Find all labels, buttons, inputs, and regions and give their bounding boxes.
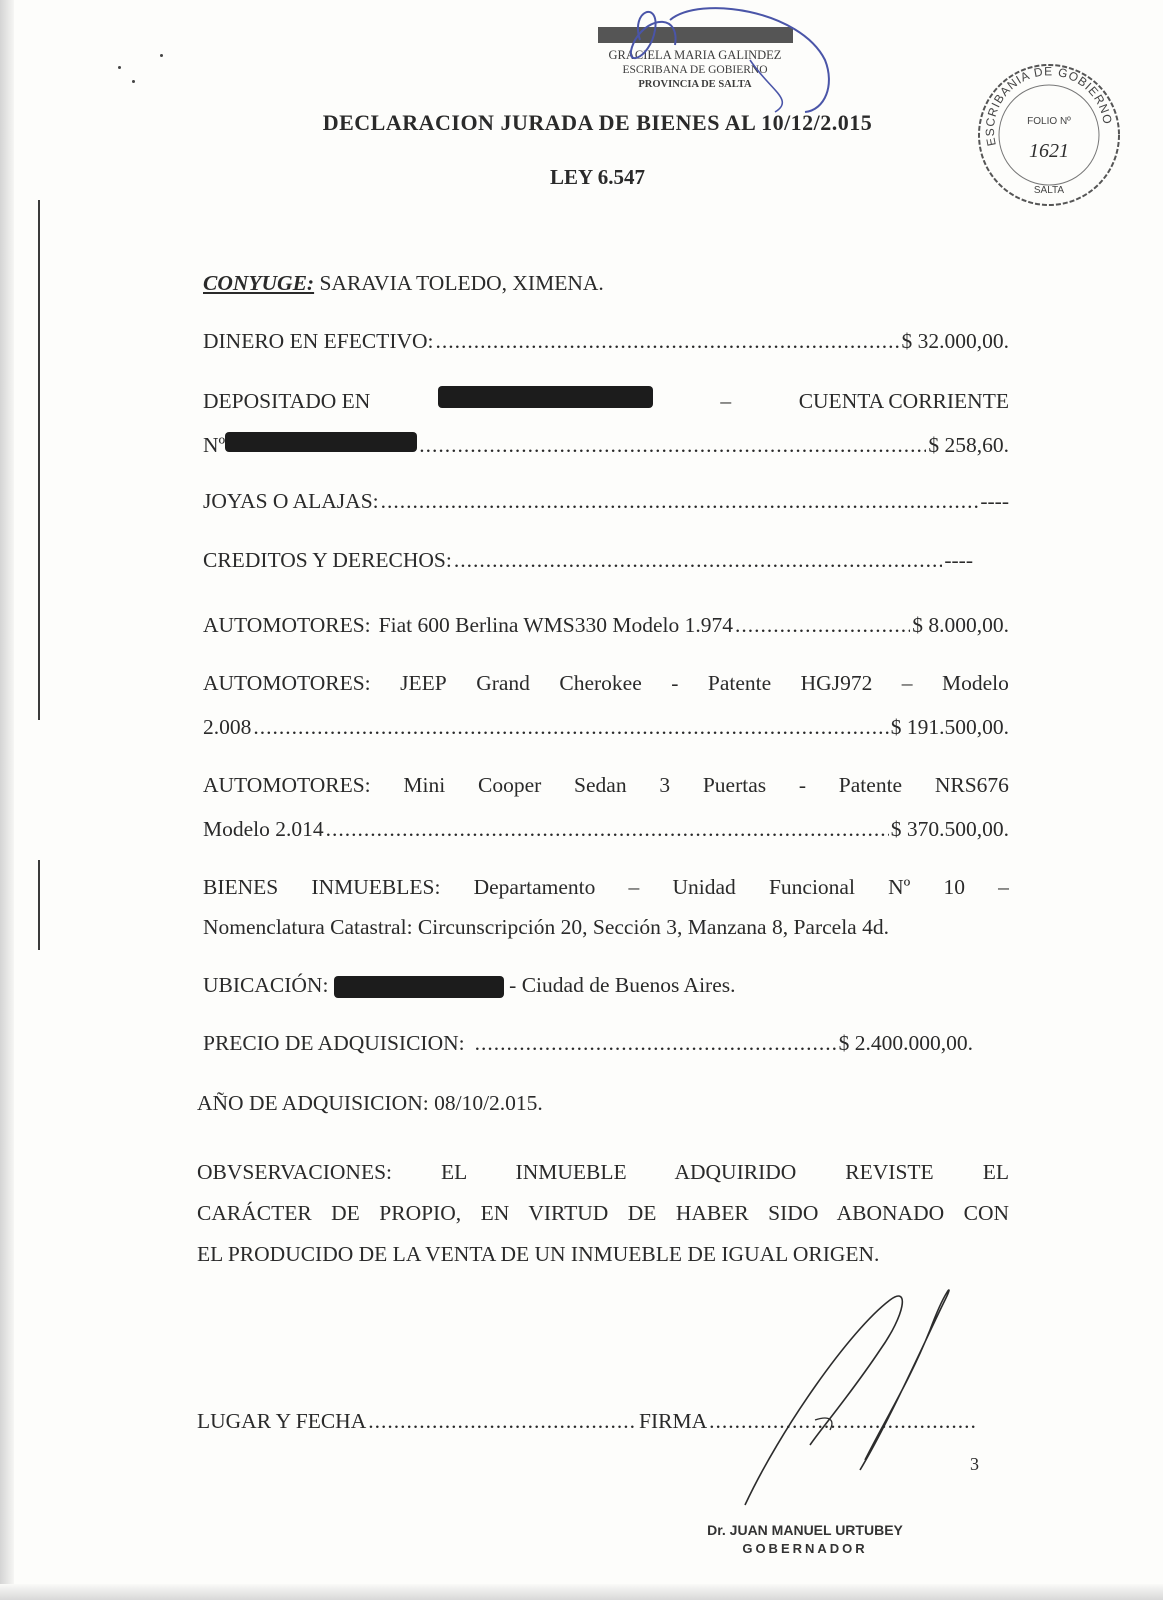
governor-name: Dr. JUAN MANUEL URTUBEY [707,1522,903,1538]
year-label: AÑO DE ADQUISICION: [197,1091,429,1115]
location-label: UBICACIÓN: [203,973,329,997]
observations-label: OBVSERVACIONES: [197,1160,393,1184]
vehicle-jeep-line-2 [203,712,1009,742]
vehicle-model: Modelo 2.014 [203,817,324,841]
vehicle-jeep-line-1 [203,668,1009,698]
vehicle-word: 3 [659,773,671,797]
deposit-label: DEPOSITADO EN [203,389,371,413]
jewels-label: JOYAS O ALAJAS: [203,489,379,513]
vehicle-word: JEEP [400,671,447,695]
property-word: Unidad [672,875,736,899]
vehicle-value: $ 370.500,00. [890,817,1009,841]
property-word: Departamento [473,875,596,899]
law-number: LEY 6.547 [550,165,645,189]
price-value: $ 2.400.000,00. [838,1031,973,1055]
vehicle-model: 2.008 [203,715,252,739]
seal-ring-text: ESCRIBANIA DE GOBIERNO [982,64,1115,148]
price-line [203,1028,973,1058]
notary-name: GRACIELA MARIA GALINDEZ [608,48,782,62]
dot-leader [326,814,889,844]
property-word: Funcional [768,875,855,899]
observations-line-1 [197,1152,1009,1193]
vehicle-word: Mini [403,773,446,797]
observations-block [197,1152,1009,1275]
vehicle-word: Sedan [574,773,627,797]
price-label: PRECIO DE ADQUISICION: [203,1031,465,1055]
property-word: – [628,875,640,899]
dot-leader [419,430,926,460]
vehicle-word: – [901,671,913,695]
property-word: 10 [943,875,965,899]
dot-leader [436,326,900,356]
notary-province: PROVINCIA DE SALTA [638,79,752,90]
vehicle-label: AUTOMOTORES: [203,773,371,797]
cash-value: $ 32.000,00. [901,329,1009,353]
dot-leader [735,610,910,640]
observations-line-3: EL PRODUCIDO DE LA VENTA DE UN INMUEBLE DE IGUAL ORIGEN. [197,1242,880,1266]
vehicle-word: Patente [838,773,903,797]
notary-signature-mark [600,0,850,120]
deposit-value: $ 258,60. [928,433,1009,457]
governor-signature-mark [740,1270,980,1510]
observations-line-2: CARÁCTER DE PROPIO, EN VIRTUD DE HABER SIDO ABONADO CON [197,1201,1009,1225]
spouse-name: SARAVIA TOLEDO, XIMENA. [319,271,604,295]
account-type: CUENTA CORRIENTE [798,389,1009,413]
spouse-label: CONYUGE: [203,271,315,295]
year-value: 08/10/2.015. [434,1091,543,1115]
vehicle-word: - [798,773,807,797]
vehicle-value: $ 8.000,00. [912,613,1009,637]
vehicle-label: AUTOMOTORES: [203,671,371,695]
document-title: DECLARACION JURADA DE BIENES AL 10/12/2.015 [322,110,873,135]
property-line-2: Nomenclatura Catastral: Circunscripción 20, Sección 3, Manzana 8, Parcela 4d. [203,915,889,939]
vehicle-word: HGJ972 [800,671,873,695]
vehicle-mini-line-2 [203,814,1009,844]
location-value: - Ciudad de Buenos Aires. [509,973,736,997]
credits-line [203,545,973,575]
property-word: Nº [888,875,911,899]
account-number-label: Nº [203,433,226,457]
notary-role: ESCRIBANA DE GOBIERNO [622,64,768,76]
vehicle-fiat-line [203,610,1009,640]
vehicle-word: Patente [707,671,772,695]
jewels-value: ---- [980,489,1009,513]
year-line [197,1088,1003,1118]
property-label: BIENES [203,875,279,899]
vehicle-word: Cooper [477,773,542,797]
seal-city: SALTA [1033,185,1065,196]
vehicle-word: NRS676 [934,773,1009,797]
cash-line [203,326,1009,356]
place-date-signature-line [197,1406,980,1436]
observations-text-1: EL INMUEBLE ADQUIRIDO REVISTE EL [441,1160,1009,1184]
governor-title: GOBERNADOR [742,1541,868,1556]
deposit-dash: – [720,389,732,413]
vehicle-value: $ 191.500,00. [890,715,1009,739]
credits-value: ---- [944,548,973,572]
scan-speck [118,66,121,69]
vehicle-description: Fiat 600 Berlina WMS330 Modelo 1.974 [378,613,733,637]
property-line-1 [203,872,1009,902]
jewels-line [203,486,1009,516]
dot-leader [368,1406,637,1436]
page-number: 3 [970,1454,979,1474]
deposit-line-2 [203,430,1009,460]
dot-leader [253,712,888,742]
vehicle-word: - [671,671,679,695]
vehicle-word: Modelo [942,671,1009,695]
vehicle-mini-line-1 [203,770,1009,800]
scan-left-edge [0,0,14,1600]
dot-leader [475,1028,837,1058]
scan-speck [160,54,163,57]
deposit-line-1 [203,386,1009,416]
address-redaction [334,976,504,998]
vehicle-word: Grand [476,671,530,695]
seal-folio-label: FOLIO Nº [1027,116,1071,127]
spouse-line [203,268,1009,298]
vehicle-word: Puertas [702,773,767,797]
seal-folio-number: 1621 [1029,140,1069,162]
dot-leader [381,486,979,516]
signature-label: FIRMA [639,1409,708,1433]
vehicle-word: Cherokee [559,671,642,695]
property-word: INMUEBLES: [311,875,441,899]
place-date-label: LUGAR Y FECHA [197,1409,367,1433]
location-line [203,970,1009,1000]
dot-leader [454,545,942,575]
account-number-redaction [225,432,417,452]
vehicle-label: AUTOMOTORES: [203,613,371,637]
dot-leader [709,1406,978,1436]
scan-speck [132,80,135,83]
cash-label: DINERO EN EFECTIVO: [203,329,434,353]
bank-redaction [438,386,653,408]
scan-margin-line [38,860,40,950]
credits-label: CREDITOS Y DERECHOS: [203,548,452,572]
property-word: – [998,875,1009,899]
scan-bottom-edge [0,1584,1163,1600]
scan-margin-line [38,200,40,720]
